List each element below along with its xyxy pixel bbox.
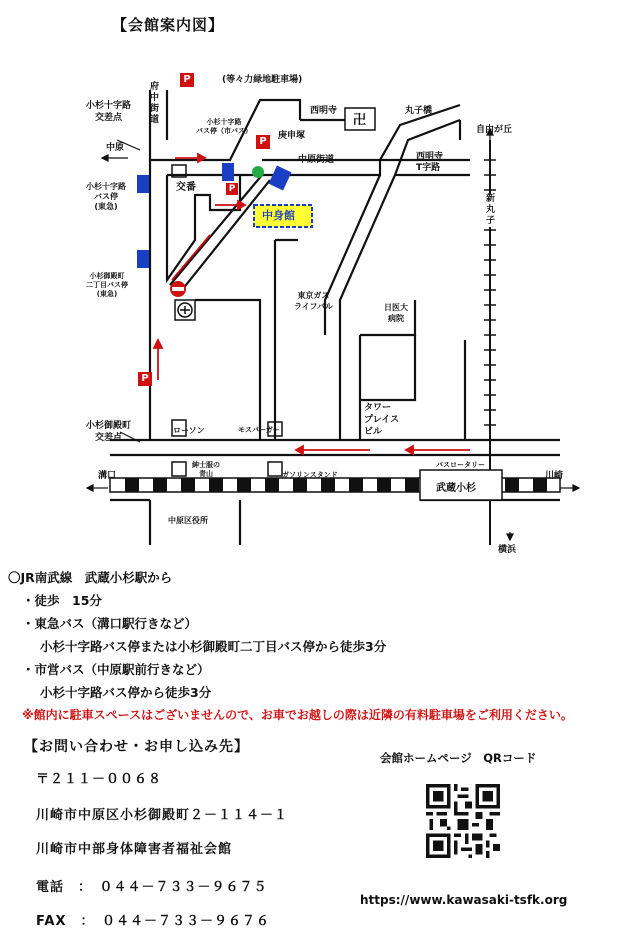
block-west: [195, 300, 260, 440]
homepage-url[interactable]: https://www.kawasaki-tsfk.org: [360, 893, 568, 907]
nakahara-kaido-label: 中原街道: [298, 155, 335, 165]
fuchu-kaido-label: 府 中 街 道: [150, 82, 160, 125]
bus-stop-icon-goten: [137, 250, 149, 268]
bus-stop-goten-label: 小杉御殿町 二丁目バス停 (東急): [86, 272, 128, 298]
accessible-parking-marker: [269, 166, 292, 191]
diag-3: [325, 175, 380, 335]
kaikan-label: 中身館: [262, 209, 295, 222]
access-route: 〇JR南武線 武蔵小杉駅から: [8, 570, 173, 585]
parking-lot-label: (等々力緑地駐車場): [222, 75, 303, 85]
nichii-label: 日医大 病院: [384, 303, 408, 323]
aoyama-label: 紳士服の 青山: [192, 461, 220, 478]
nakahara-ward-label: 中原区役所: [168, 516, 208, 525]
marukobashi-label: 丸子橋: [405, 106, 433, 116]
parking-sign-kaikan: P: [226, 183, 238, 195]
access-city-bus: ・市営バス（中原駅前行きなど）: [22, 662, 210, 677]
qr-code-icon[interactable]: [426, 784, 500, 858]
mos-burger-label: モスバーガー: [238, 426, 280, 434]
tower-block: [360, 335, 415, 400]
saimyoji-label: 西明寺: [310, 106, 338, 116]
parking-note: ※館内に駐車スペースはございませんので、お車でお越しの際は近隣の有料駐車場をご利用ください。: [22, 708, 573, 722]
qr-label: 会館ホームページ QRコード: [380, 751, 537, 765]
bus-stop-icon-city: [222, 163, 234, 181]
gas-station-label: ガソリンスタンド: [282, 471, 338, 479]
parking-sign-lower: P: [138, 372, 152, 386]
bus-stop-city-label: 小杉十字路 バス停（市バス）: [196, 118, 252, 135]
bus-stop-icon-tokyu: [137, 175, 149, 193]
koshinzuka-marker: [252, 166, 264, 178]
musashi-kosugi-label: 武蔵小杉: [436, 483, 476, 494]
bus-stop-tokyu-label: 小杉十字路 バス停 (東急): [86, 182, 126, 211]
mizonokuchi-label: 溝口: [98, 471, 117, 481]
shin-maruko-label: 新 丸 子: [486, 194, 496, 226]
parking-sign-koshin: P: [256, 135, 270, 149]
nakahara-left-label: 中原: [106, 143, 125, 153]
organization: 川崎市中部身体障害者福祉会館: [36, 842, 233, 857]
kosugi-crossing-label: 小杉十字路 交差点: [86, 101, 132, 123]
address: 川崎市中原区小杉御殿町２－１１４－１: [36, 808, 289, 823]
yokohama-label: 横浜: [498, 545, 517, 555]
fax: FAX ： ０４４－７３３－９６７６: [36, 914, 270, 929]
temple-icon: 卍: [353, 113, 367, 128]
access-tokyu-bus: ・東急バス（溝口駅行きなど）: [22, 616, 198, 631]
goten-crossing-label: 小杉御殿町 交差点: [86, 421, 132, 443]
postal-code: 〒２１１－００６８: [36, 772, 163, 787]
access-walk: ・徒歩 15分: [22, 593, 102, 608]
tokyo-gas-label: 東京ガス ライフバル: [294, 291, 333, 311]
saimyoji-t-label: 西明寺 T字路: [416, 152, 444, 173]
tower-place-label: タワー プレイス ビル: [364, 403, 400, 437]
access-tokyu-bus-detail: 小杉十字路バス停または小杉御殿町二丁目バス停から徒歩3分: [40, 639, 387, 654]
map-title: 【会館案内図】: [112, 16, 225, 34]
lawson-label: ローソン: [173, 426, 205, 435]
contact-title: 【お問い合わせ・お申し込み先】: [24, 739, 249, 755]
bus-rotary-label: バスロータリー: [436, 461, 485, 469]
parking-sign-top: P: [180, 73, 194, 87]
koban-label: 交番: [176, 182, 196, 193]
telephone: 電話 ： ０４４－７３３－９６７５: [36, 880, 268, 895]
access-city-bus-detail: 小杉十字路バス停から徒歩3分: [40, 685, 212, 700]
koshinzuka-label: 庚申塚: [278, 131, 306, 141]
kawasaki-label: 川崎: [545, 471, 564, 481]
jiyugaoka-label: 自由が丘: [476, 125, 513, 135]
